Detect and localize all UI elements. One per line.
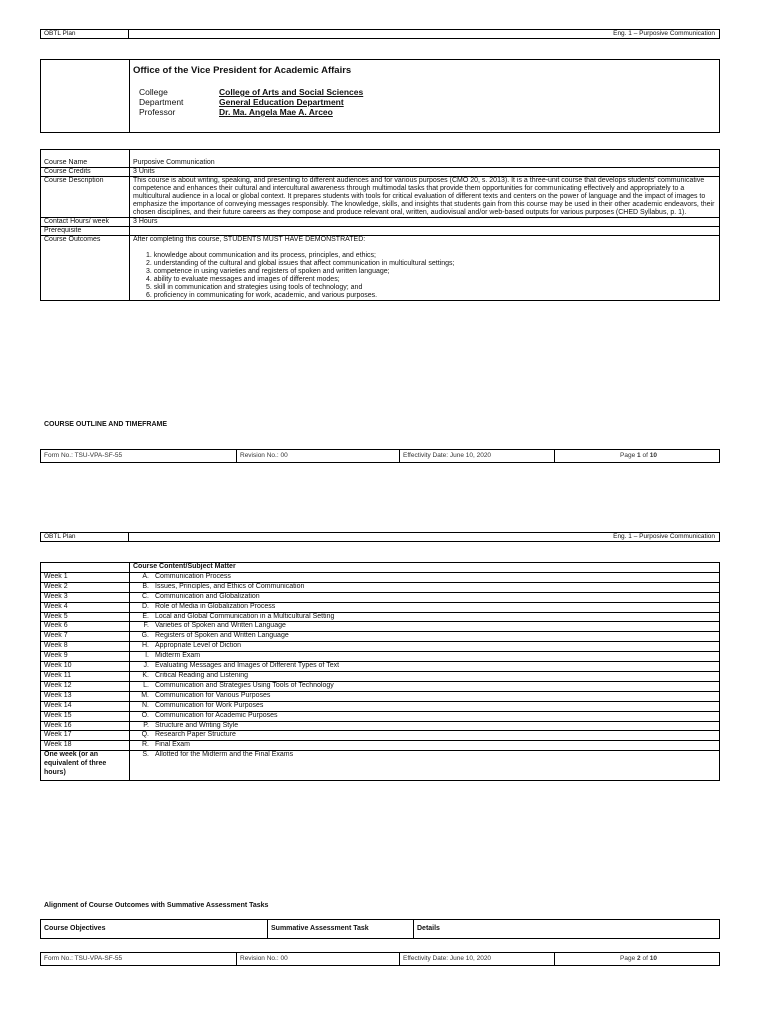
table-row bbox=[41, 671, 720, 681]
page-footer bbox=[40, 952, 720, 966]
topic-text: Communication for Various Purposes bbox=[155, 691, 271, 699]
week-topic-cell bbox=[130, 671, 720, 681]
topic-text: Role of Media in Globalization Process bbox=[155, 602, 276, 610]
header-left: OBTL Plan bbox=[41, 30, 129, 38]
week-topic-cell bbox=[130, 701, 720, 711]
page-total: 10 bbox=[649, 955, 657, 962]
topic-text: Communication and Strategies Using Tools of Technology bbox=[155, 681, 334, 689]
topic-letter: P. bbox=[143, 721, 149, 729]
week-topic-cell bbox=[130, 632, 720, 642]
week-topic-cell bbox=[130, 721, 720, 731]
table-row bbox=[41, 622, 720, 632]
week-topic-cell bbox=[130, 751, 720, 781]
college-row bbox=[139, 87, 716, 97]
page-prefix: Page bbox=[620, 955, 638, 962]
prerequisite-label: Prerequisite bbox=[41, 227, 130, 236]
contact-hours-value: 3 Hours bbox=[130, 218, 720, 227]
table-row bbox=[41, 168, 720, 177]
page-footer bbox=[40, 449, 720, 463]
topic-letter: A. bbox=[142, 572, 149, 580]
topic-text: Issues, Principles, and Ethics of Communication bbox=[155, 582, 305, 590]
table-row bbox=[41, 711, 720, 721]
table-row bbox=[41, 150, 720, 168]
table-row bbox=[41, 662, 720, 672]
list-item: 2. understanding of the cultural and global issues that affect communication in multicultural settings; bbox=[146, 260, 455, 267]
table-row bbox=[41, 612, 720, 622]
week-topic-cell bbox=[130, 662, 720, 672]
topic-letter: M. bbox=[141, 691, 149, 699]
table-row bbox=[41, 582, 720, 592]
week-label: Week 17 bbox=[41, 731, 130, 741]
topic-text: Final Exam bbox=[155, 741, 191, 749]
week-topic-cell bbox=[130, 652, 720, 662]
week-label: Week 4 bbox=[41, 602, 130, 612]
topic-letter: F. bbox=[143, 622, 149, 630]
course-credits-label: Course Credits bbox=[41, 168, 130, 177]
outline-title: COURSE OUTLINE AND TIMEFRAME bbox=[44, 421, 168, 428]
page-number bbox=[555, 953, 719, 965]
topic-letter: O. bbox=[141, 711, 149, 719]
college-label: College bbox=[139, 87, 168, 97]
week-label: Week 8 bbox=[41, 642, 130, 652]
week-label: Week 11 bbox=[41, 671, 130, 681]
form-number: Form No.: TSU-VPA-SF-55 bbox=[41, 450, 237, 462]
topic-letter: B. bbox=[142, 582, 149, 590]
topic-text: Communication for Academic Purposes bbox=[155, 711, 278, 719]
table-row bbox=[41, 701, 720, 711]
week-topic-cell bbox=[130, 572, 720, 582]
revision-number: Revision No.: 00 bbox=[237, 953, 400, 965]
week-topic-cell bbox=[130, 642, 720, 652]
week-topic-cell bbox=[130, 681, 720, 691]
topic-letter: K. bbox=[142, 671, 149, 679]
page-total: 10 bbox=[649, 452, 657, 459]
table-row bbox=[41, 721, 720, 731]
alignment-title: Alignment of Course Outcomes with Summative Assessment Tasks bbox=[44, 902, 269, 909]
page-of: of bbox=[640, 452, 650, 459]
effectivity-date: Effectivity Date: June 10, 2020 bbox=[400, 450, 555, 462]
page-header bbox=[40, 532, 720, 542]
week-label: Week 18 bbox=[41, 741, 130, 751]
topic-text: Varieties of Spoken and Written Language bbox=[155, 622, 286, 630]
topic-letter: Q. bbox=[141, 731, 149, 739]
week-topic-cell bbox=[130, 602, 720, 612]
table-row bbox=[41, 177, 720, 218]
contact-hours-label: Contact Hours/ week bbox=[41, 218, 130, 227]
header-right: Eng. 1 – Purposive Communication bbox=[613, 30, 715, 37]
page-current: 1 bbox=[637, 452, 641, 459]
week-label: Week 13 bbox=[41, 691, 130, 701]
table-row bbox=[41, 218, 720, 227]
table-row bbox=[41, 602, 720, 612]
week-topic-cell bbox=[130, 622, 720, 632]
header-left: OBTL Plan bbox=[41, 533, 129, 541]
week-label: Week 15 bbox=[41, 711, 130, 721]
page-current: 2 bbox=[637, 955, 641, 962]
table-row bbox=[41, 572, 720, 582]
week-topic-cell bbox=[130, 582, 720, 592]
professor-label: Professor bbox=[139, 107, 176, 117]
table-row bbox=[41, 632, 720, 642]
table-row bbox=[41, 642, 720, 652]
week-topic-cell bbox=[130, 711, 720, 721]
week-label: Week 14 bbox=[41, 701, 130, 711]
page-header bbox=[40, 29, 720, 39]
list-item: 5. skill in communication and strategies using tools of technology; and bbox=[146, 284, 363, 291]
assessment-task-header: Summative Assessment Task bbox=[268, 920, 414, 938]
course-name-value: Purposive Communication bbox=[130, 150, 720, 168]
effectivity-date: Effectivity Date: June 10, 2020 bbox=[400, 953, 555, 965]
topic-letter: D. bbox=[142, 602, 149, 610]
week-label: Week 6 bbox=[41, 622, 130, 632]
revision-number: Revision No.: 00 bbox=[237, 450, 400, 462]
course-name-label: Course Name bbox=[41, 150, 130, 168]
topic-text: Midterm Exam bbox=[155, 652, 201, 660]
table-row bbox=[41, 691, 720, 701]
topic-letter: G. bbox=[141, 632, 149, 640]
course-outline-table bbox=[40, 562, 720, 781]
table-row bbox=[41, 731, 720, 741]
outcomes-intro: After completing this course, STUDENTS MUST HAVE DEMONSTRATED: bbox=[133, 236, 366, 243]
college-value: College of Arts and Social Sciences bbox=[219, 87, 364, 97]
topic-text: Local and Global Communication in a Multicultural Setting bbox=[155, 612, 335, 620]
topic-letter: L. bbox=[143, 681, 149, 689]
topic-text: Allotted for the Midterm and the Final Exams bbox=[155, 751, 294, 759]
list-item: 3. competence in using varieties and registers of spoken and written language; bbox=[146, 268, 390, 275]
office-title: Office of the Vice President for Academic Affairs bbox=[133, 65, 352, 76]
office-box bbox=[40, 59, 720, 133]
week-label: Week 9 bbox=[41, 652, 130, 662]
page-of: of bbox=[640, 955, 650, 962]
course-outcomes-label: Course Outcomes bbox=[41, 236, 130, 301]
topic-letter: I. bbox=[145, 652, 149, 660]
table-row bbox=[41, 592, 720, 602]
course-info-table bbox=[40, 149, 720, 301]
topic-text: Critical Reading and Listening bbox=[155, 671, 248, 679]
weeks-body bbox=[41, 572, 720, 780]
list-item: 1. knowledge about communication and its process, principles, and ethics; bbox=[146, 252, 376, 259]
week-topic-cell bbox=[130, 612, 720, 622]
header-right: Eng. 1 – Purposive Communication bbox=[613, 533, 715, 540]
course-objectives-header: Course Objectives bbox=[41, 920, 268, 938]
department-label: Department bbox=[139, 97, 184, 107]
table-row bbox=[41, 751, 720, 781]
table-row bbox=[41, 741, 720, 751]
details-header: Details bbox=[417, 925, 440, 932]
week-label: Week 12 bbox=[41, 681, 130, 691]
course-description-value: This course is about writing, speaking, and presenting to different audiences and for various purposes (CMO 20, s. 2013). It is a three-unit course that develops students' communicative competence and enhances their cultural and intercultural awareness through multimodal tasks that provide them opportunities for communicating effectively and appropriately to a multicultural audience in a local or global context. It prepares students with tools for critical evaluation of different texts and centers on the power of language and the impact of images to emphasize the importance of conveying messages responsibly. The knowledge, skills, and insights that students gain from this course may be used in their other academic endeavors, their chosen disciplines, and their future careers as they compose and produce relevant oral, written, audiovisual and/or web-based outputs for various purposes (CHED Syllabus, p. 1). bbox=[130, 177, 720, 218]
professor-row bbox=[139, 107, 716, 117]
week-label: Week 7 bbox=[41, 632, 130, 642]
outcomes-list bbox=[133, 252, 716, 300]
topic-text: Evaluating Messages and Images of Different Types of Text bbox=[155, 662, 340, 670]
table-row bbox=[41, 681, 720, 691]
course-credits-value: 3 Units bbox=[130, 168, 720, 177]
topic-text: Structure and Writing Style bbox=[155, 721, 239, 729]
week-topic-cell bbox=[130, 731, 720, 741]
topic-text: Research Paper Structure bbox=[155, 731, 236, 739]
course-description-label: Course Description bbox=[41, 177, 130, 218]
week-topic-cell bbox=[130, 691, 720, 701]
topic-letter: N. bbox=[142, 701, 149, 709]
professor-value: Dr. Ma. Angela Mae A. Arceo bbox=[219, 107, 333, 117]
department-row bbox=[139, 97, 716, 107]
page-number bbox=[555, 450, 719, 462]
week-label: Week 16 bbox=[41, 721, 130, 731]
topic-text: Communication and Globalization bbox=[155, 592, 260, 600]
list-item: 6. proficiency in communicating for work, academic, and various purposes. bbox=[146, 292, 378, 299]
department-value: General Education Department bbox=[219, 97, 344, 107]
page-prefix: Page bbox=[620, 452, 638, 459]
week-label: Week 10 bbox=[41, 662, 130, 672]
content-header: Course Content/Subject Matter bbox=[130, 563, 720, 573]
table-row bbox=[41, 236, 720, 301]
topic-letter: H. bbox=[142, 642, 149, 650]
week-label: Week 5 bbox=[41, 612, 130, 622]
table-row bbox=[41, 652, 720, 662]
topic-text: Appropriate Level of Diction bbox=[155, 642, 241, 650]
topic-letter: R. bbox=[142, 741, 149, 749]
alignment-table-header bbox=[40, 919, 720, 939]
week-label: Week 3 bbox=[41, 592, 130, 602]
week-topic-cell bbox=[130, 741, 720, 751]
course-outcomes-cell bbox=[130, 236, 720, 301]
prerequisite-value bbox=[130, 227, 720, 236]
topic-letter: E. bbox=[142, 612, 149, 620]
week-topic-cell bbox=[130, 592, 720, 602]
topic-text: Registers of Spoken and Written Language bbox=[155, 632, 289, 640]
topic-text: Communication for Work Purposes bbox=[155, 701, 264, 709]
form-number: Form No.: TSU-VPA-SF-55 bbox=[41, 953, 237, 965]
table-header-row bbox=[41, 563, 720, 573]
topic-letter: C. bbox=[142, 592, 149, 600]
week-label: Week 2 bbox=[41, 582, 130, 592]
week-label: Week 1 bbox=[41, 572, 130, 582]
list-item: 4. ability to evaluate messages and images of different modes; bbox=[146, 276, 340, 283]
topic-text: Communication Process bbox=[155, 572, 231, 580]
topic-letter: S. bbox=[142, 751, 149, 759]
topic-letter: J. bbox=[143, 662, 149, 670]
table-row bbox=[41, 227, 720, 236]
week-label: One week (or an equivalent of three hours) bbox=[41, 751, 130, 781]
